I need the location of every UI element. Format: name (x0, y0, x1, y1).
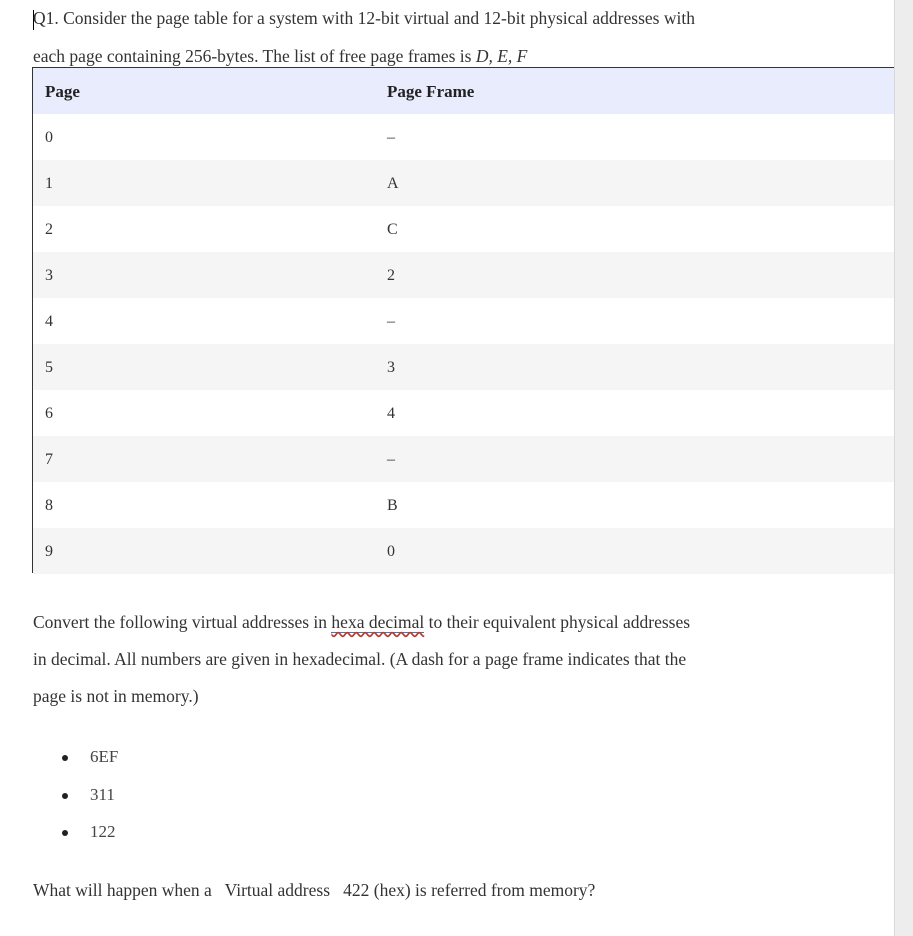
header-page-frame: Page Frame (387, 82, 475, 101)
table-row (33, 390, 894, 436)
table-row (33, 528, 894, 574)
instructions-line-1 (33, 612, 690, 633)
address-value: 122 (90, 822, 116, 841)
cell-page: 7 (45, 451, 53, 468)
table-row (33, 160, 894, 206)
header-page: Page (45, 82, 80, 101)
hex-decimal-link[interactable]: hexa decimal (331, 612, 425, 632)
table-row (33, 344, 894, 390)
cell-page: 1 (45, 175, 53, 192)
cell-frame: – (387, 451, 395, 468)
cell-page: 6 (45, 405, 53, 422)
page-table (32, 67, 894, 573)
cell-frame: B (387, 497, 398, 514)
question-line-1: Q1. Consider the page table for a system with 12-bit virtual and 12-bit physical addresses with (33, 8, 695, 28)
cell-page: 8 (45, 497, 53, 514)
instructions-line-3: page is not in memory.) (33, 686, 199, 706)
cell-frame: C (387, 221, 398, 238)
table-row (33, 482, 894, 528)
bullet-icon (62, 830, 68, 836)
cell-frame: A (387, 175, 399, 192)
cell-frame: 3 (387, 359, 395, 376)
cell-frame: 2 (387, 267, 395, 284)
bullet-icon (62, 793, 68, 799)
cell-page: 4 (45, 313, 53, 330)
cell-page: 9 (45, 543, 53, 560)
address-value: 311 (90, 784, 115, 804)
cell-page: 3 (45, 267, 53, 284)
final-question: What will happen when a Virtual address 422 (hex) is referred from memory? (33, 880, 596, 900)
instructions-line-2: in decimal. All numbers are given in hexadecimal. (A dash for a page frame indicates that the (33, 649, 687, 669)
table-header-row (33, 68, 894, 114)
address-value: 6EF (90, 747, 119, 766)
cell-frame: – (387, 313, 395, 330)
table-row (33, 252, 894, 298)
cell-page: 2 (45, 221, 53, 238)
bullet-icon (62, 755, 68, 761)
table-row (33, 436, 894, 482)
question-line-2 (33, 46, 527, 67)
table-row (33, 298, 894, 344)
cell-page: 0 (45, 129, 53, 146)
question-line-2-text: each page containing 256-bytes. The list of free page frames is (33, 46, 476, 66)
cell-page: 5 (45, 359, 53, 376)
cell-frame: – (387, 129, 395, 146)
table-row (33, 114, 894, 160)
instructions-suffix: to their equivalent physical addresses (424, 612, 691, 632)
scrollbar-gutter[interactable] (894, 0, 913, 936)
table-row (33, 206, 894, 252)
cell-frame: 4 (387, 405, 395, 422)
cell-frame: 0 (387, 543, 395, 560)
instructions-prefix: Convert the following virtual addresses in (33, 612, 332, 632)
free-frames-list: D, E, F (475, 46, 528, 66)
